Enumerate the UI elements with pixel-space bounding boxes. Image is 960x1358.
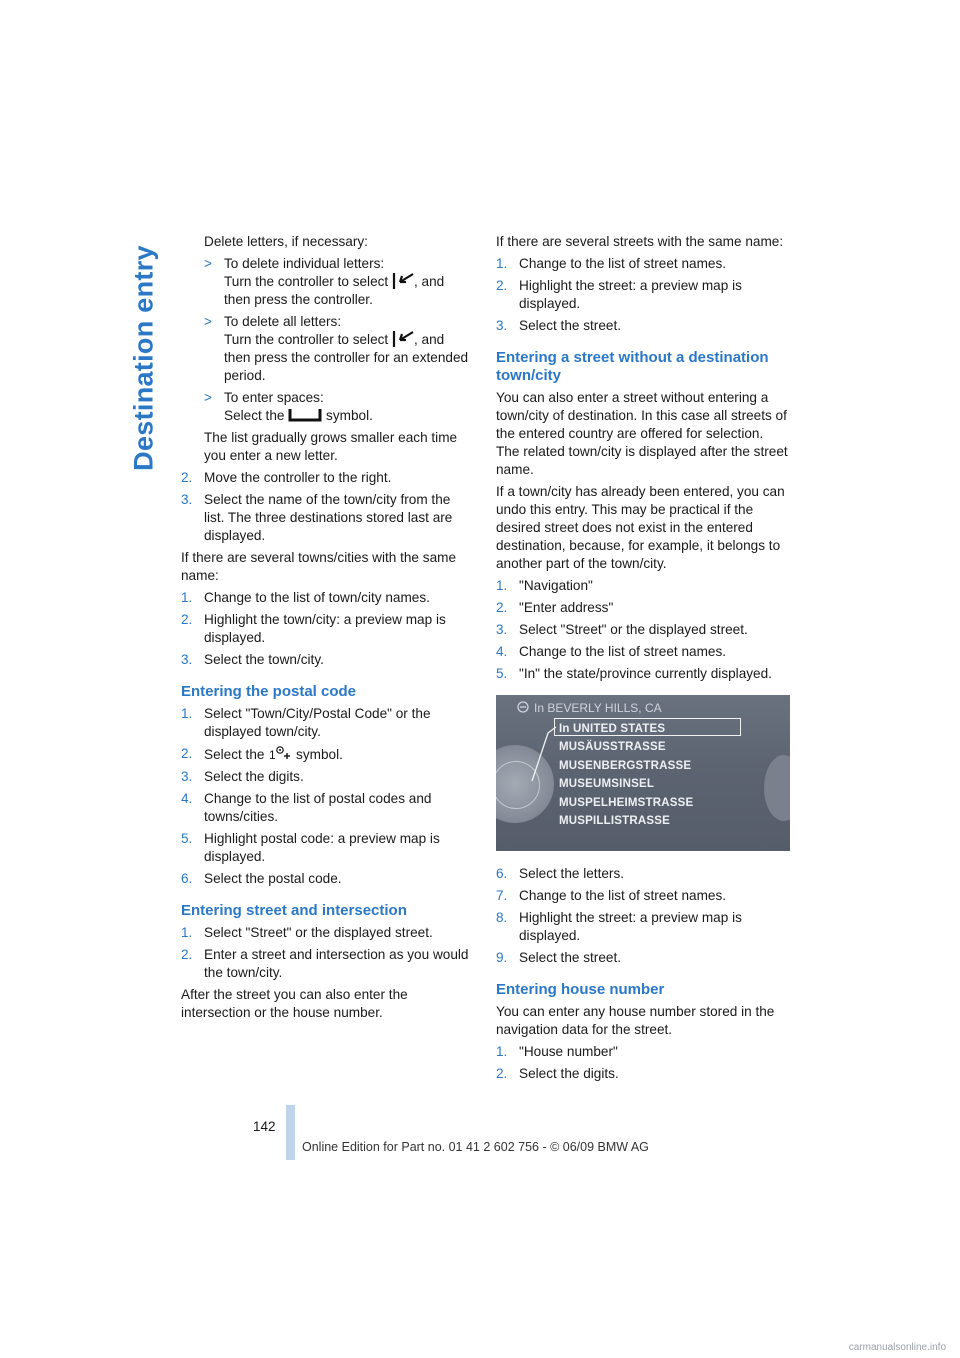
screen-list-item: MUSÄUSSTRASSE (559, 741, 666, 753)
house-number-steps (496, 1043, 790, 1083)
step-number: 2. (181, 470, 193, 485)
step-number: 6. (181, 871, 193, 886)
idrive-screen-image (496, 695, 790, 851)
step-text: Select the digits. (204, 769, 304, 784)
bullet-delete-individual (204, 255, 473, 309)
step-item (181, 745, 473, 764)
screen-list-item: MUSPELHEIMSTRASSE (559, 797, 694, 809)
step-item (496, 1043, 790, 1061)
watermark-text: carmanualsonline.info (848, 1342, 946, 1353)
step-text: Select the street. (519, 950, 622, 965)
step-item (496, 909, 790, 945)
step-number: 2. (181, 746, 193, 761)
bullet-text-end: symbol. (322, 408, 373, 423)
step-item (496, 865, 790, 883)
town-steps (181, 469, 473, 545)
bullet-title: To enter spaces: (224, 390, 324, 405)
page-number: 142 (253, 1119, 276, 1134)
step-item (181, 870, 473, 888)
several-towns-steps (181, 589, 473, 669)
step-text: Select the digits. (519, 1066, 619, 1081)
step-text: Select the street. (519, 318, 622, 333)
step-number: 7. (496, 888, 508, 903)
step-text: Change to the list of street names. (519, 256, 727, 271)
step-text: Change to the list of postal codes and towns/cities. (204, 791, 432, 824)
footer-edition-text: Online Edition for Part no. 01 41 2 602 756 - © 06/09 BMW AG (302, 1140, 649, 1154)
step-item (181, 611, 473, 647)
step-number: 5. (496, 666, 508, 681)
step-number: 1. (496, 578, 508, 593)
intersection-heading: Entering street and intersection (181, 902, 407, 919)
step-text: "In" the state/province currently displayed. (519, 666, 772, 681)
step-number: 3. (181, 652, 193, 667)
no-destination-paragraph-1: You can also enter a street without entering a town/city of destination. In this case all streets of the entered country are offered for selection. The related town/city is displayed after the street name. (496, 390, 788, 477)
step-number: 4. (496, 644, 508, 659)
house-number-text: You can enter any house number stored in the navigation data for the street. (496, 1004, 775, 1037)
svg-text:1: 1 (269, 748, 276, 761)
section-title (128, 228, 160, 488)
bullet-text: Select the (224, 408, 285, 423)
step-number: 1. (496, 256, 508, 271)
step-item (496, 577, 790, 595)
footer-accent-bar (286, 1105, 295, 1160)
bullet-mark: > (204, 390, 212, 405)
step-item (181, 768, 473, 786)
step-text: Select "Street" or the displayed street. (204, 925, 433, 940)
step-number: 3. (181, 492, 193, 507)
step-item (181, 705, 473, 741)
step-item (496, 643, 790, 661)
no-destination-heading: Entering a street without a destination town/city (496, 349, 769, 384)
letters-steps (496, 865, 790, 967)
step-number: 6. (496, 866, 508, 881)
step-number: 2. (496, 278, 508, 293)
step-number: 1. (496, 1044, 508, 1059)
bullet-text-end: , and then press the controller. (224, 274, 445, 307)
right-column (496, 233, 790, 1087)
step-text: Select "Town/City/Postal Code" or the displayed town/city. (204, 706, 431, 739)
step-number: 3. (496, 318, 508, 333)
step-number: 2. (181, 612, 193, 627)
bullet-title: To delete all letters: (224, 314, 342, 329)
screen-list-item: MUSENBERGSTRASSE (559, 760, 692, 772)
postal-code-steps (181, 705, 473, 888)
step-text: "Navigation" (519, 578, 593, 593)
several-towns-text: If there are several towns/cities with the same name: (181, 550, 457, 583)
step-number: 9. (496, 950, 508, 965)
step-text: Enter a street and intersection as you would the town/city. (204, 947, 469, 980)
step-text: Highlight the street: a preview map is displayed. (519, 910, 742, 943)
bullet-enter-spaces (204, 389, 473, 425)
delete-arrow-icon (392, 331, 414, 347)
step-number: 2. (496, 1066, 508, 1081)
screen-list-item: MUSPILLISTRASSE (559, 815, 670, 827)
step-text: Change to the list of street names. (519, 888, 727, 903)
bullet-delete-all (204, 313, 473, 385)
no-destination-steps (496, 577, 790, 683)
step-text: Select the letters. (519, 866, 625, 881)
postal-code-heading: Entering the postal code (181, 683, 357, 700)
bullet-text: Turn the controller to select (224, 274, 389, 289)
step-item (496, 277, 790, 313)
step-item (496, 1065, 790, 1083)
house-number-heading: Entering house number (496, 981, 665, 998)
step-item (181, 491, 473, 545)
step-item (181, 589, 473, 607)
step-item (181, 469, 473, 487)
step-number: 2. (496, 600, 508, 615)
screen-list-item: MUSEUMSINSEL (559, 778, 655, 790)
step-text: Select "Street" or the displayed street. (519, 622, 748, 637)
step-item (181, 924, 473, 942)
step-item (496, 949, 790, 967)
step-number: 1. (181, 590, 193, 605)
list-note: The list gradually grows smaller each time you enter a new letter. (204, 430, 458, 463)
step-text: Highlight postal code: a preview map is displayed. (204, 831, 440, 864)
step-text: Highlight the town/city: a preview map is displayed. (204, 612, 446, 645)
step-text: "Enter address" (519, 600, 614, 615)
step-number: 2. (181, 947, 193, 962)
step-item (181, 830, 473, 866)
step-item (181, 946, 473, 982)
step-text: Change to the list of street names. (519, 644, 727, 659)
bullet-title: To delete individual letters: (224, 256, 385, 271)
left-column (181, 233, 473, 1026)
step-item (496, 621, 790, 639)
after-street-text: After the street you can also enter the intersection or the house number. (181, 987, 408, 1020)
section-title-text: Destination entry (128, 245, 159, 471)
bullet-text: Turn the controller to select (224, 332, 389, 347)
step-item (181, 790, 473, 826)
step-number: 3. (181, 769, 193, 784)
bullet-text-end: , and then press the controller for an extended period. (224, 332, 469, 383)
screen-header: In BEVERLY HILLS, CA (534, 701, 662, 715)
step-text: Highlight the street: a preview map is displayed. (519, 278, 742, 311)
step-text: Change to the list of town/city names. (204, 590, 430, 605)
step-text: "House number" (519, 1044, 618, 1059)
step-item (496, 599, 790, 617)
step-number: 4. (181, 791, 193, 806)
step-item (496, 317, 790, 335)
step-item (181, 651, 473, 669)
step-text: Select the postal code. (204, 871, 342, 886)
step-text: Select the (204, 747, 265, 762)
several-streets-steps (496, 255, 790, 335)
intro-text: Delete letters, if necessary: (204, 234, 368, 249)
step-item (496, 255, 790, 273)
no-destination-paragraph-2: If a town/city has already been entered, you can undo this entry. This may be practical if the desired street does not exist in the entered destination, because, for example, it belongs to another part of the town/city. (496, 484, 785, 571)
bullet-mark: > (204, 256, 212, 271)
step-text: Move the controller to the right. (204, 470, 392, 485)
step-item (496, 887, 790, 905)
step-text: Select the name of the town/city from the list. The three destinations stored last are displayed. (204, 492, 453, 543)
intersection-steps (181, 924, 473, 982)
space-symbol-icon (288, 408, 322, 422)
step-number: 3. (496, 622, 508, 637)
screen-list-item: In UNITED STATES (559, 723, 666, 735)
delete-arrow-icon (392, 273, 414, 289)
step-number: 1. (181, 925, 193, 940)
step-number: 5. (181, 831, 193, 846)
step-item (496, 665, 790, 683)
step-text: Select the town/city. (204, 652, 324, 667)
postal-code-symbol-icon (268, 745, 292, 761)
several-streets-text: If there are several streets with the same name: (496, 234, 784, 249)
step-number: 8. (496, 910, 508, 925)
delete-options-list (204, 255, 473, 425)
step-number: 1. (181, 706, 193, 721)
step-text-end: symbol. (292, 747, 343, 762)
bullet-mark: > (204, 314, 212, 329)
